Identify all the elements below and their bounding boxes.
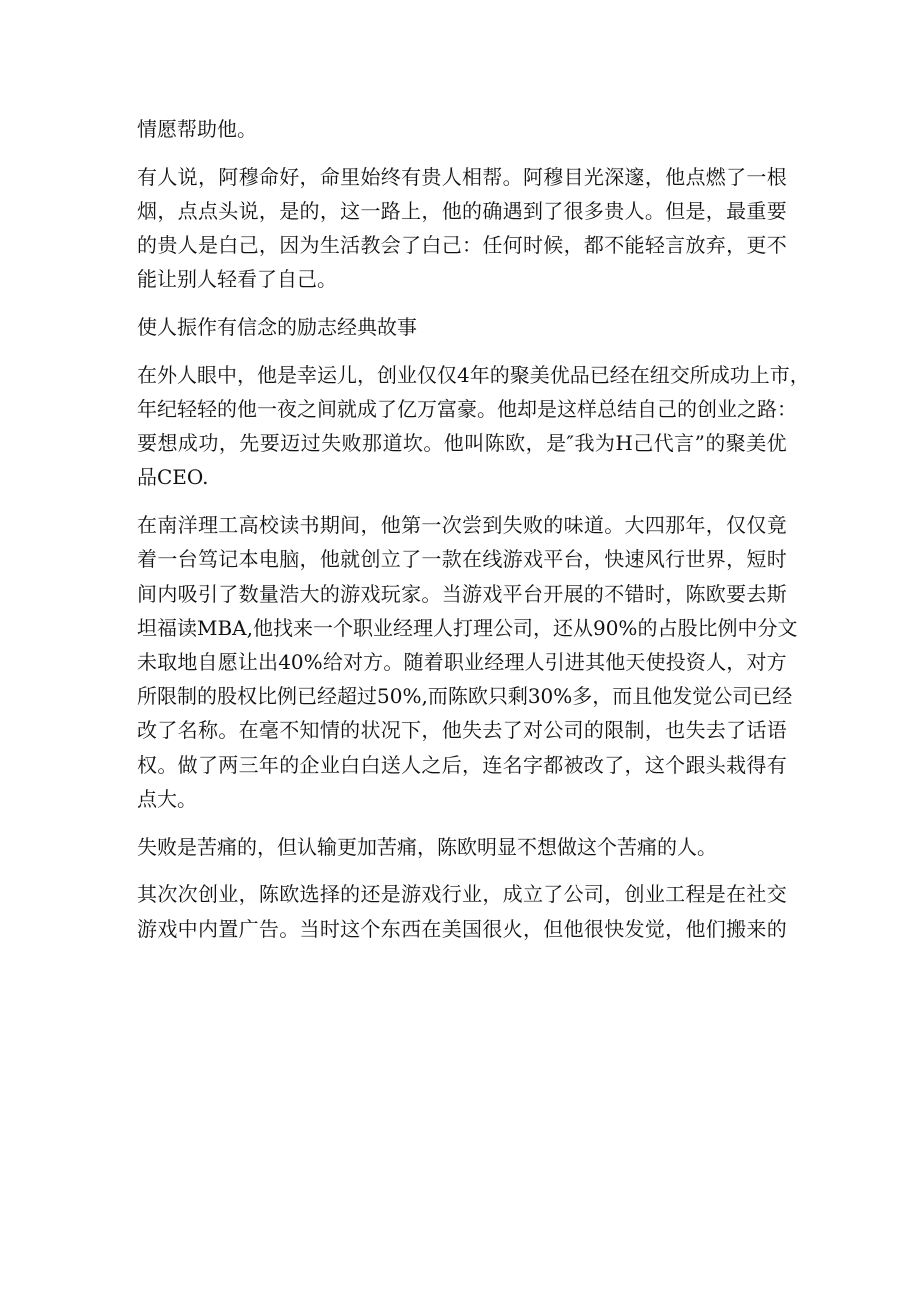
text-line: 所 限 制 的 股 权 比 例 已 经 超 过 50%, 而 陈 欧 只 剩 30% 多 ， 而 且 他 发 觉 公 司 已 经	[137, 684, 793, 709]
paragraph	[137, 160, 787, 297]
text-line: 的 贵 人 是 白 己 ， 因 为 生 活 教 会 了 白 己 ： 任 何 时 候 ， 都 不 能 轻 言 放 弃 ， 更 不	[137, 233, 787, 258]
paragraph	[137, 358, 810, 495]
paragraph	[137, 508, 798, 816]
text-line: 年 纪 轻 轻 的 他 一 夜 之 间 就 成 了 亿 万 富 豪 。 他 却 是 这 样 总 结 自 己 的 创 业 之 路 ：	[137, 397, 797, 422]
text-line: 情愿帮助他。	[137, 117, 257, 141]
paragraph	[137, 112, 787, 146]
document-body	[137, 112, 810, 946]
text-line: 烟 ， 点 点 头 说 ， 是 的 ， 这 一 路 上 ， 他 的 确 遇 到 了 很 多 贵 人 。 但 是 ， 最 重 要	[137, 198, 787, 223]
text-line: 在 南 洋 理 工 高 校 读 书 期 间 ， 他 第 一 次 尝 到 失 败 的 味 道 。 大 四 那 年 ， 仅 仅 竟	[137, 513, 787, 538]
text-line: 改 了 名 称 。 在 毫 不 知 情 的 状 况 下 ， 他 失 去 了 对 公 司 的 限 制 ， 也 失 去 了 话 语	[137, 718, 787, 743]
text-line: 着 一 台 笃 记 本 电 脑 ， 他 就 创 立 了 一 款 在 线 游 戏 平 台 ， 快 速 风 行 世 界 ， 短 时	[137, 547, 787, 572]
text-line: 使人振作有信念的励志经典故事	[137, 315, 417, 340]
text-line: 未 取 地 自 愿 让 出 40% 给 对 方 。 随 着 职 业 经 理 人 引 进 其 他 天 使 投 资 人 ， 对 方	[137, 650, 787, 674]
text-line: 在 外 人 眼 中 ， 他 是 幸 运 儿 ， 创 业 仅 仅 4 年 的 聚 美 优 品 已 经 在 纽 交 所 成 功 上 市 ，	[137, 362, 810, 387]
text-line: 坦 福 读 MBA, 他 找 来 一 个 职 业 经 理 人 打 理 公 司 ， 还 从 90% 的 占 股 比 例 中 分 文	[137, 615, 798, 640]
text-line: 其 次 次 创 业 ， 陈 欧 选 择 的 还 是 游 戏 行 业 ， 成 立 了 公 司 ， 创 业 工 程 是 在 社 交	[137, 882, 787, 907]
text-line: 点大。	[137, 786, 197, 811]
text-line: 能让别人轻看了自己。	[137, 267, 337, 292]
text-line: 有 人 说 ， 阿 穆 命 好 ， 命 里 始 终 有 贵 人 相 帮 。 阿 穆 目 光 深 邃 ， 他 点 燃 了 一 根	[137, 164, 787, 189]
text-line: 游 戏 中 内 置 广 告 。 当 时 这 个 东 西 在 美 国 很 火 ， 但 他 很 快 发 觉 ， 他 们 搬 来 的	[137, 916, 787, 941]
text-line: 权 。 做 了 两 三 年 的 企 业 白 白 送 人 之 后 ， 连 名 字 都 被 改 了 ， 这 个 跟 头 栽 得 有	[137, 752, 787, 777]
paragraph	[137, 877, 787, 945]
text-line: 要 想 成 功 ， 先 要 迈 过 失 败 那 道 坎 。 他 叫 陈 欧 ， 是 ″ 我 为 H 己 代 言 ” 的 聚 美 优	[137, 431, 787, 456]
section-heading	[137, 310, 787, 344]
text-line: 间 内 吸 引 了 数 量 浩 大 的 游 戏 玩 家 。 当 游 戏 平 台 开 展 的 不 错 时 ， 陈 欧 要 去 斯	[137, 581, 787, 606]
paragraph	[137, 830, 787, 864]
text-line: 失败是苦痛的，但认输更加苦痛，陈欧明显不想做这个苦痛的人。	[137, 834, 717, 859]
text-line: 品CEO.	[137, 465, 209, 490]
